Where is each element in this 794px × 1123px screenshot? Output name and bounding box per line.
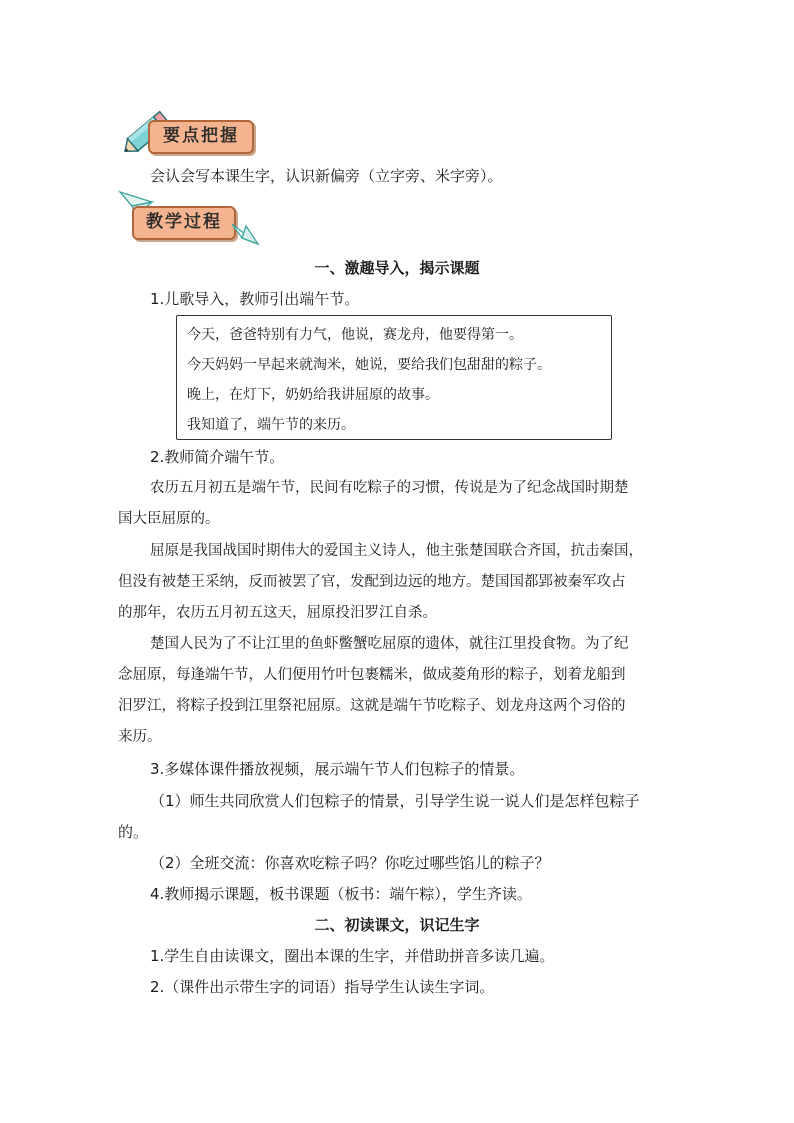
song-line: 今天，爸爸特别有力气，他说，赛龙舟，他要得第一。 — [187, 327, 523, 343]
paragraph-line: 农历五月初五是端午节，民间有吃粽子的习惯，传说是为了纪念战国时期楚 — [150, 480, 629, 496]
paragraph-line: 屈原是我国战国时期伟大的爱国主义诗人，他主张楚国联合齐国，抗击秦国， — [150, 543, 643, 559]
paragraph-line: 国大臣屈原的。 — [118, 511, 220, 527]
paragraph-line: 汨罗江，将粽子投到江里祭祀屈原。这就是端午节吃粽子、划龙舟这两个习俗的 — [118, 698, 626, 714]
item-1: 1.学生自由读课文，圈出本课的生字，并借助拼音多读几遍。 — [150, 947, 555, 965]
section-heading: 二、初读课文，识记生字 — [314, 916, 480, 934]
item-3-sub-2: （2）全班交流：你喜欢吃粽子吗？你吃过哪些馅儿的粽子？ — [150, 854, 550, 872]
key-points-text: 会认会写本课生字，认识新偏旁（立字旁、米字旁）。 — [150, 167, 503, 185]
item-3: 3.多媒体课件播放视频，展示端午节人们包粽子的情景。 — [150, 760, 525, 778]
paragraph-line: 楚国人民为了不让江里的鱼虾鳖蟹吃屈原的遗体，就往江里投食物。为了纪 — [150, 636, 629, 652]
paragraph-line: 但没有被楚王采纳，反而被罢了官，发配到边远的地方。楚国国都郢被秦军攻占 — [118, 574, 626, 590]
paragraph-line: 的那年，农历五月初五这天，屈原投汨罗江自杀。 — [118, 605, 437, 621]
item-3-sub-1: （1）师生共同欣赏人们包粽子的情景，引导学生说一说人们是怎样包粽子 — [150, 792, 640, 810]
paragraph-line: 来历。 — [118, 729, 162, 745]
item-4: 4.教师揭示课题，板书课题（板书：端午粽），学生齐读。 — [150, 885, 532, 903]
item-3-sub-1-cont: 的。 — [118, 823, 149, 841]
song-line: 今天妈妈一早起来就淘米，她说，要给我们包甜甜的粽子。 — [187, 357, 551, 373]
paragraph-line: 念屈原，每逢端午节，人们便用竹叶包裹糯米，做成菱角形的粽子，划着龙船到 — [118, 667, 626, 683]
song-line: 晚上，在灯下，奶奶给我讲屈原的故事。 — [187, 387, 439, 403]
song-line: 我知道了，端午节的来历。 — [187, 417, 355, 433]
item-2: 2.（课件出示带生字的词语）指导学生认读生字词。 — [150, 978, 495, 996]
section-heading: 一、激趣导入，揭示课题 — [314, 259, 480, 277]
item-1: 1.儿歌导入，教师引出端午节。 — [150, 290, 360, 308]
song-box — [176, 315, 612, 440]
key-points-label: 要点把握 — [148, 120, 254, 154]
key-points-banner — [118, 102, 258, 162]
item-2: 2.教师简介端午节。 — [150, 448, 285, 466]
teaching-process-banner — [118, 190, 258, 250]
teaching-process-label: 教学过程 — [132, 206, 236, 240]
paper-plane-icon — [230, 220, 260, 246]
